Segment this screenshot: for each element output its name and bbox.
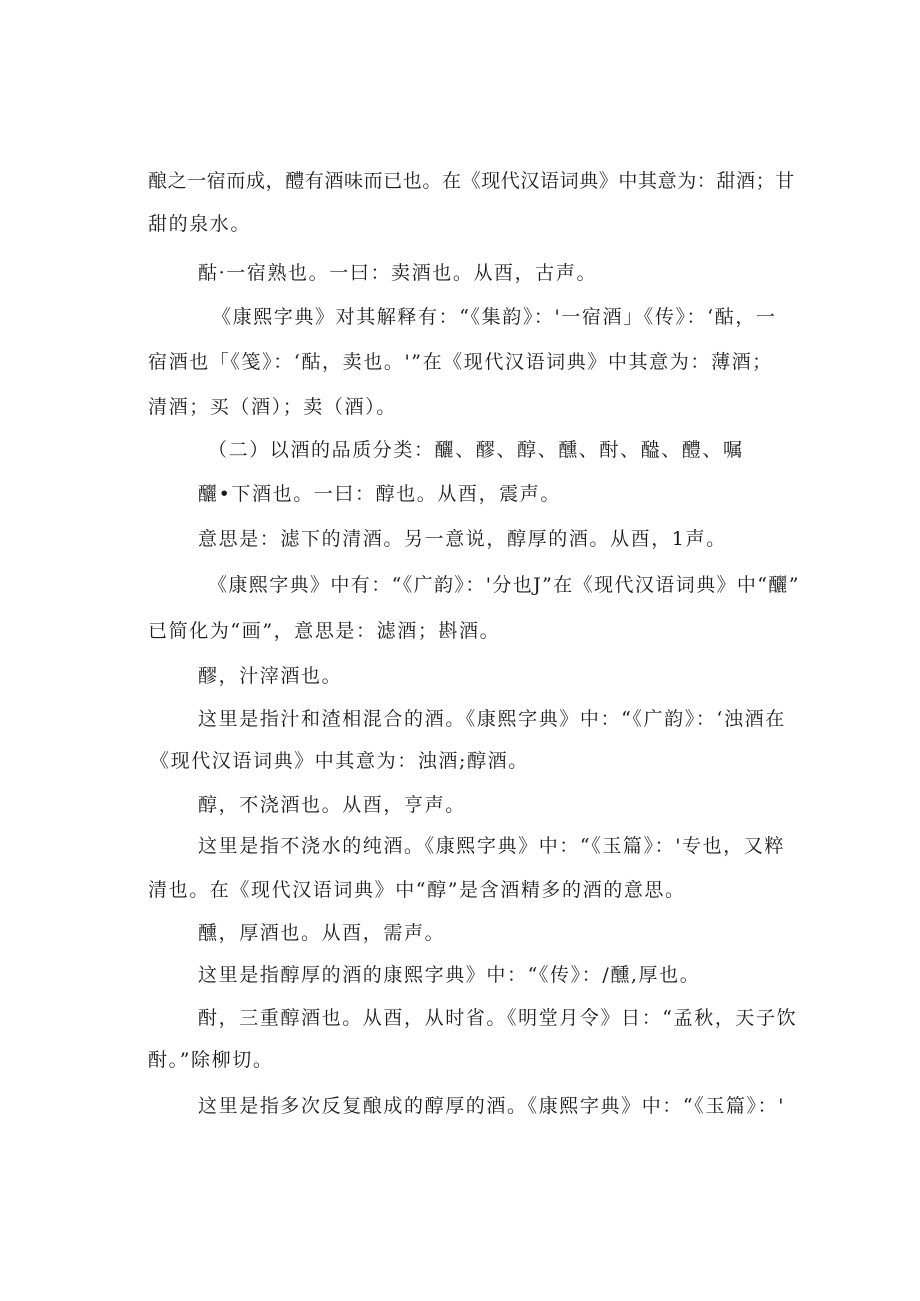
- text-line-21: 酎。”除柳切。: [148, 1049, 274, 1071]
- text-line-3: 酤·一宿熟也。一曰：卖酒也。从酉，古声。: [198, 262, 598, 284]
- text-line-12: 醪，汁滓酒也。: [198, 665, 343, 687]
- text-line-17: 清也。在《现代汉语词典》中“醇”是含酒精多的酒的意思。: [148, 879, 686, 901]
- text-line-18: 醺，厚酒也。从酉，需声。: [198, 922, 446, 944]
- text-line-7: （二）以酒的品质分类：釃、醪、醇、醺、酎、醠、醴、嘱: [208, 439, 744, 461]
- text-line-4: 《康熙字典》对其解释有：“《集韵》：'一宿酒」《传》：‘酤，一: [212, 306, 777, 328]
- text-line-1: 酿之一宿而成，醴有酒味而已也。在《现代汉语词典》中其意为：甜酒；甘: [148, 170, 795, 192]
- text-line-9: 意思是：滤下的清酒。另一意说，醇厚的酒。从酉，1声。: [198, 528, 727, 550]
- text-line-2: 甜的泉水。: [148, 213, 252, 235]
- text-line-19: 这里是指醇厚的酒的康熙字典》中：“《传》：/醺,厚也。: [198, 964, 701, 986]
- text-line-5: 宿酒也「《笺》：‘酤，卖也。'”在《现代汉语词典》中其意为：薄酒；: [148, 351, 773, 373]
- text-line-14: 《现代汉语词典》中其意为：浊酒;醇酒。: [150, 750, 529, 772]
- text-line-15: 醇，不浇酒也。从酉，亨声。: [198, 794, 466, 816]
- text-line-11: 已简化为“画”，意思是：滤酒；斟酒。: [148, 620, 501, 642]
- text-line-13: 这里是指汁和渣相混合的酒。《康熙字典》中：“《广韵》：‘浊酒在: [198, 708, 786, 730]
- text-line-22: 这里是指多次反复酿成的醇厚的酒。《康熙字典》中：“《玉篇》：': [198, 1095, 786, 1117]
- text-line-16: 这里是指不浇水的纯酒。《康熙字典》中：“《玉篇》：'专也，又粹: [198, 835, 786, 857]
- text-line-20: 酎，三重醇酒也。从酉，从时省。《明堂月令》日：“孟秋，天子饮: [198, 1007, 798, 1029]
- text-line-8: 釃•下酒也。一曰：醇也。从酉，震声。: [198, 483, 562, 505]
- text-line-6: 清酒；买（酒）；卖（酒）。: [148, 396, 397, 418]
- text-line-10: 《康熙字典》中有：“《广韵》：'分也J”在《现代汉语词典》中“釃”: [208, 574, 800, 596]
